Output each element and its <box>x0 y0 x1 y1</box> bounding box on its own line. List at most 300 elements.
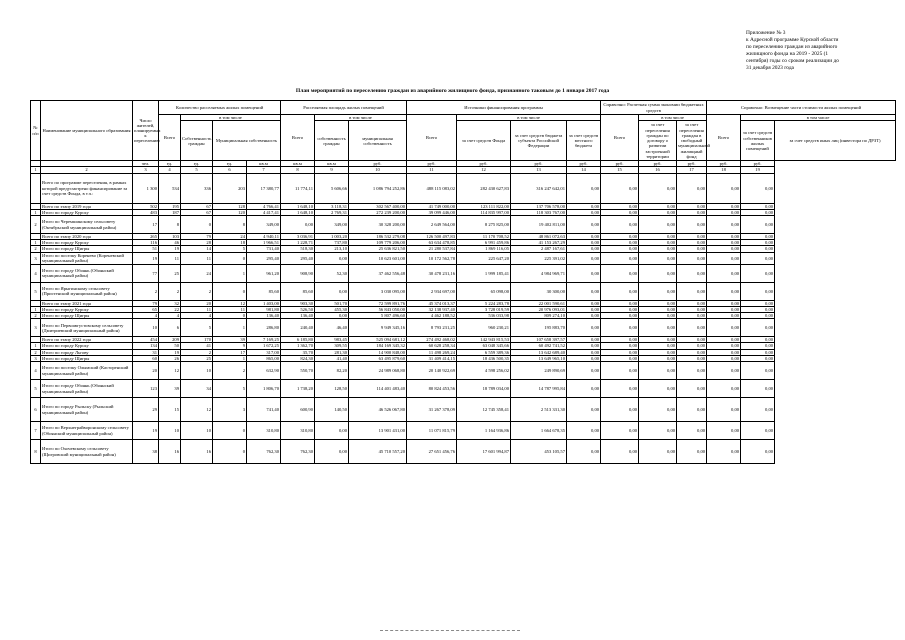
value-cell: 0,00 <box>741 319 775 337</box>
value-cell: 286,80 <box>247 319 281 337</box>
value-cell: 32 <box>159 300 181 306</box>
value-cell: 6 185,80 <box>281 337 315 343</box>
value-cell: 0,00 <box>315 422 349 440</box>
value-cell: 0,00 <box>639 440 677 464</box>
value-cell: 0,00 <box>567 440 601 464</box>
value-cell: 0,00 <box>281 216 315 234</box>
value-cell: 19 402 811,00 <box>511 216 567 234</box>
value-cell: 11 498 269,24 <box>407 349 457 355</box>
value-cell: 10 623 601,00 <box>349 252 407 264</box>
value-cell: 3 728 019,59 <box>457 306 511 312</box>
column-number-cell: 14 <box>567 167 601 173</box>
value-cell: 2 649 564,00 <box>407 216 457 234</box>
value-cell: 0,00 <box>707 209 741 215</box>
value-cell: 134 <box>133 343 159 349</box>
value-cell: 0,00 <box>741 252 775 264</box>
header-area-incl: в том числе <box>315 115 407 121</box>
table-row <box>31 398 896 422</box>
page-bottom-edge <box>380 630 520 632</box>
value-cell: 0,00 <box>707 173 741 203</box>
row-number-cell: 6 <box>31 398 41 422</box>
value-cell: 0,00 <box>639 337 677 343</box>
value-cell: 24 <box>181 264 213 282</box>
appendix-line: жилищного фонда на 2019 - 2025 (1 <box>746 51 829 57</box>
value-cell: 18 436 500,35 <box>457 355 511 361</box>
value-cell: 51 <box>133 246 159 252</box>
value-cell: 0,00 <box>677 240 707 246</box>
value-cell: 28 <box>181 240 213 246</box>
value-cell: 12 <box>159 362 181 380</box>
column-number-cell: 8 <box>281 167 315 173</box>
header-rooms-total: Всего <box>159 115 181 161</box>
value-cell: 0,00 <box>567 240 601 246</box>
appendix-line: сентября) годы со сроком реализации до <box>746 58 839 64</box>
value-cell: 0,00 <box>601 306 639 312</box>
header-municipality: Наименование муниципального образования <box>41 101 133 161</box>
value-cell: 0,00 <box>677 203 707 209</box>
value-cell: 5 224 283,78 <box>457 300 511 306</box>
value-cell: 0,00 <box>741 306 775 312</box>
value-cell: 11 <box>159 252 181 264</box>
value-cell: 0,00 <box>741 362 775 380</box>
value-cell: 22 <box>159 306 181 312</box>
value-cell: 21 280 537,84 <box>407 246 457 252</box>
value-cell: 46 <box>159 240 181 246</box>
value-cell: 6 991 459,86 <box>457 240 511 246</box>
value-cell: 0,00 <box>677 398 707 422</box>
municipality-cell: Всего по программе переселения, в рамках которой предусмотрено финансирование за счет средств Фонда, в т.ч.: <box>41 173 133 203</box>
value-cell: 0,00 <box>567 306 601 312</box>
value-cell: 0,00 <box>707 306 741 312</box>
value-cell: 39 <box>213 337 247 343</box>
value-cell: 525 094 681,12 <box>349 337 407 343</box>
value-cell: 1 966,51 <box>247 240 281 246</box>
value-cell: 2 513 331,30 <box>511 398 567 422</box>
value-cell: 25 <box>159 264 181 282</box>
value-cell: 0,00 <box>639 216 677 234</box>
value-cell: 137 706 578,00 <box>511 203 567 209</box>
value-cell: 0,00 <box>639 355 677 361</box>
value-cell: 8 275 825,00 <box>457 216 511 234</box>
value-cell: 0,00 <box>601 203 639 209</box>
row-number-cell: 3 <box>31 252 41 264</box>
value-cell: 19 <box>133 252 159 264</box>
value-cell: 1 086 794 252,86 <box>349 173 407 203</box>
table-row <box>31 264 896 282</box>
row-number-cell <box>31 173 41 203</box>
value-cell: 0,00 <box>601 282 639 300</box>
value-cell: 1 806,70 <box>247 380 281 398</box>
header-number: № п/п <box>31 101 41 161</box>
value-cell: 0,00 <box>707 216 741 234</box>
column-number-cell: 7 <box>247 167 281 173</box>
column-number-cell: 17 <box>677 167 707 173</box>
header-funding-fund: за счет средств Фонда <box>457 121 511 161</box>
value-cell: 186 532 279,08 <box>349 234 407 240</box>
value-cell: 17 380,77 <box>247 173 281 203</box>
value-cell: 0,00 <box>707 264 741 282</box>
municipality-cell: Всего по этапу 2020 года <box>41 234 133 240</box>
value-cell: 0,00 <box>315 313 349 319</box>
unit-cell: кв.м <box>315 161 349 167</box>
value-cell: 30 478 231,16 <box>407 264 457 282</box>
value-cell: 265 <box>133 234 159 240</box>
value-cell: 6 <box>159 319 181 337</box>
value-cell: 0,00 <box>677 380 707 398</box>
value-cell: 10 <box>133 319 159 337</box>
value-cell: 0,00 <box>601 240 639 246</box>
value-cell: 1 738,20 <box>281 380 315 398</box>
value-cell: 731,40 <box>247 246 281 252</box>
value-cell: 3 036,91 <box>281 234 315 240</box>
value-cell: 20 <box>133 362 159 380</box>
value-cell: 11 170 708,52 <box>457 234 511 240</box>
value-cell: 225 391,02 <box>511 252 567 264</box>
value-cell: 0,00 <box>741 313 775 319</box>
value-cell: 63 634 478,85 <box>407 240 457 246</box>
value-cell: 0,00 <box>639 203 677 209</box>
value-cell: 0,00 <box>707 252 741 264</box>
value-cell: 45 374 013,37 <box>407 300 457 306</box>
value-cell: 4 940,11 <box>247 234 281 240</box>
row-number-cell: 3 <box>31 355 41 361</box>
value-cell: 19 <box>133 422 159 440</box>
value-cell: 63 495 879,60 <box>349 355 407 361</box>
value-cell: 16 <box>159 440 181 464</box>
value-cell: 11 774,11 <box>281 173 315 203</box>
value-cell: 0,00 <box>707 337 741 343</box>
value-cell: 8 <box>159 216 181 234</box>
value-cell: 11 <box>181 306 213 312</box>
value-cell: 0,00 <box>567 319 601 337</box>
appendix-line: по переселению граждан из аварийного <box>746 44 838 50</box>
value-cell: 0 <box>213 313 247 319</box>
value-cell: 0,00 <box>677 173 707 203</box>
value-cell: 2 487 167,61 <box>511 246 567 252</box>
value-cell: 13 642 689,40 <box>511 349 567 355</box>
table-row <box>31 422 896 440</box>
value-cell: 114 835 997,00 <box>457 209 511 215</box>
value-cell: 1 <box>213 319 247 337</box>
value-cell: 15 <box>159 398 181 422</box>
value-cell: 203 <box>213 173 247 203</box>
value-cell: 170 <box>181 337 213 343</box>
value-cell: 0,00 <box>315 282 349 300</box>
row-number-cell: 2 <box>31 216 41 234</box>
value-cell: 10 <box>181 362 213 380</box>
value-cell: 281,30 <box>315 349 349 355</box>
value-cell: 114 401 483,40 <box>349 380 407 398</box>
value-cell: 0,00 <box>677 209 707 215</box>
header-savings-municipal-fund: за счет переселения граждан в свободный муниципальный жилищный фонд <box>678 122 711 159</box>
value-cell: 116 <box>133 240 159 246</box>
value-cell: 0,00 <box>601 264 639 282</box>
value-cell: 0,00 <box>677 300 707 306</box>
value-cell: 0,00 <box>639 380 677 398</box>
unit-cell: руб. <box>457 161 511 167</box>
value-cell: 128,50 <box>315 380 349 398</box>
value-cell: 0,00 <box>601 337 639 343</box>
municipality-cell: Всего по этапу 2022 года <box>41 337 133 343</box>
value-cell: 501,70 <box>315 300 349 306</box>
value-cell: 2 <box>181 282 213 300</box>
value-cell: 4 598 256,02 <box>457 362 511 380</box>
value-cell: 4 766,41 <box>247 203 281 209</box>
value-cell: 0,00 <box>639 246 677 252</box>
value-cell: 31 409 414,15 <box>407 355 457 361</box>
value-cell: 82,20 <box>315 362 349 380</box>
unit-cell: ед. <box>181 161 213 167</box>
unit-cell: руб. <box>741 161 775 167</box>
value-cell: 0,00 <box>639 240 677 246</box>
value-cell: 0,00 <box>601 398 639 422</box>
value-cell: 737,80 <box>315 240 349 246</box>
value-cell: 0,00 <box>707 343 741 349</box>
municipality-cell: Всего по этапу 2021 года <box>41 300 133 306</box>
value-cell: 5 807 496,60 <box>349 313 407 319</box>
municipality-cell: Итого по поселку Олымский (Касторенский муниципальный район) <box>41 362 133 380</box>
value-cell: 14 787 995,84 <box>511 380 567 398</box>
value-cell: 38 <box>133 440 159 464</box>
value-cell: 77 <box>133 264 159 282</box>
value-cell: 0 <box>213 440 247 464</box>
value-cell: 142 943 815,53 <box>457 337 511 343</box>
table-row <box>31 173 896 203</box>
value-cell: 41 <box>181 343 213 349</box>
value-cell: 1 362,70 <box>281 343 315 349</box>
value-cell: 2 769,31 <box>315 209 349 215</box>
row-number-cell: 3 <box>31 319 41 337</box>
value-cell: 195 883,70 <box>511 319 567 337</box>
value-cell: 17 601 994,87 <box>457 440 511 464</box>
value-cell: 2 <box>133 282 159 300</box>
value-cell: 4 417,41 <box>247 209 281 215</box>
value-cell: 0,00 <box>567 422 601 440</box>
unit-cell: чел. <box>133 161 159 167</box>
value-cell: 0,00 <box>601 349 639 355</box>
header-rooms-municipal: Муниципальная собственность <box>213 121 281 161</box>
column-number-cell: 6 <box>213 167 247 173</box>
value-cell: 0,00 <box>639 252 677 264</box>
unit-cell: руб. <box>639 161 677 167</box>
municipality-cell: Итого по городу Щигры <box>41 246 133 252</box>
value-cell: 0 <box>181 216 213 234</box>
row-number-cell: 2 <box>31 313 41 319</box>
value-cell: 12 <box>181 398 213 422</box>
column-number-cell: 13 <box>511 167 567 173</box>
value-cell: 39 099 446,00 <box>407 209 457 215</box>
plan-table-container <box>30 100 896 464</box>
value-cell: 0,00 <box>741 343 775 349</box>
value-cell: 11 <box>181 252 213 264</box>
value-cell: 120 <box>213 209 247 215</box>
value-cell: 56 843 050,00 <box>349 306 407 312</box>
municipality-cell: Итого по городу Льгову <box>41 349 133 355</box>
value-cell: 4 984 969,71 <box>511 264 567 282</box>
value-cell: 17 <box>213 349 247 355</box>
value-cell: 109 779 206,00 <box>349 240 407 246</box>
value-cell: 10 <box>181 422 213 440</box>
header-compensation-investors: за счет средств иных лиц (инвестора по ДРЗТ) <box>775 121 896 161</box>
value-cell: 4 462 188,52 <box>407 313 457 319</box>
value-cell: 45 710 557,20 <box>349 440 407 464</box>
value-cell: 0,00 <box>567 246 601 252</box>
value-cell: 18 <box>213 240 247 246</box>
value-cell: 48 861 072,63 <box>511 234 567 240</box>
row-number-cell: 1 <box>31 343 41 349</box>
value-cell: 0,00 <box>707 349 741 355</box>
value-cell: 0,00 <box>741 209 775 215</box>
value-cell: 309,55 <box>315 343 349 349</box>
value-cell: 1 869 116,05 <box>457 246 511 252</box>
value-cell: 0,00 <box>601 313 639 319</box>
value-cell: 13 649 965,10 <box>511 355 567 361</box>
value-cell: 1 164 936,86 <box>457 422 511 440</box>
value-cell: 0,00 <box>741 300 775 306</box>
value-cell: 126 500 497,83 <box>407 234 457 240</box>
value-cell: 0,00 <box>741 264 775 282</box>
unit-cell: руб. <box>601 161 639 167</box>
value-cell: 50 <box>159 343 181 349</box>
value-cell: 1 999 185,41 <box>457 264 511 282</box>
value-cell: 0,00 <box>639 398 677 422</box>
value-cell: 1 <box>213 264 247 282</box>
value-cell: 249 890,69 <box>511 362 567 380</box>
value-cell: 0,00 <box>741 337 775 343</box>
unit-cell: ед. <box>159 161 181 167</box>
value-cell: 60 628 258,34 <box>407 343 457 349</box>
value-cell: 0,00 <box>677 362 707 380</box>
value-cell: 0,00 <box>707 313 741 319</box>
header-rooms-group: Количество расселяемых жилых помещений <box>159 101 281 115</box>
value-cell: 195 <box>159 203 181 209</box>
value-cell: 4 <box>159 313 181 319</box>
table-row <box>31 216 896 234</box>
column-number-cell: 4 <box>159 167 181 173</box>
value-cell: 0 <box>213 282 247 300</box>
value-cell: 0,00 <box>639 319 677 337</box>
value-cell: 24 989 068,80 <box>349 362 407 380</box>
column-number-cell: 10 <box>349 167 407 173</box>
appendix-line: 31 декабря 2023 года <box>746 65 794 71</box>
header-funding-region: за счет средств бюджета субъекта Российской Федерации <box>511 121 567 161</box>
value-cell: 0,00 <box>741 440 775 464</box>
value-cell: 0,00 <box>601 246 639 252</box>
value-cell: 0,00 <box>741 398 775 422</box>
value-cell: 26 <box>159 355 181 361</box>
value-cell: 550,70 <box>281 362 315 380</box>
unit-cell: руб. <box>407 161 457 167</box>
value-cell: 41 749 000,00 <box>407 203 457 209</box>
value-cell: 41 153 267,29 <box>511 240 567 246</box>
header-rooms-citizen: Собственность граждан <box>181 121 213 161</box>
value-cell: 52,30 <box>315 264 349 282</box>
value-cell: 0,00 <box>741 422 775 440</box>
value-cell: 0,00 <box>639 300 677 306</box>
value-cell: 0,00 <box>567 343 601 349</box>
value-cell: 453 105,57 <box>511 440 567 464</box>
value-cell: 0,00 <box>567 282 601 300</box>
value-cell: 0,00 <box>601 319 639 337</box>
value-cell: 295,40 <box>281 252 315 264</box>
row-number-cell: 5 <box>31 380 41 398</box>
column-number-cell: 1 <box>31 167 41 173</box>
value-cell: 22 001 590,61 <box>511 300 567 306</box>
value-cell: 0,00 <box>567 355 601 361</box>
value-cell: 60 <box>133 355 159 361</box>
value-cell: 0,00 <box>567 209 601 215</box>
value-cell: 29 <box>133 398 159 422</box>
unit-cell: кв.м <box>281 161 315 167</box>
header-funding-group: Источники финансирования программы <box>407 101 601 115</box>
value-cell: 0,00 <box>707 319 741 337</box>
value-cell: 11 071 815,79 <box>407 422 457 440</box>
value-cell: 0,00 <box>639 264 677 282</box>
header-funding-incl: в том числе <box>457 115 601 121</box>
value-cell: 282 430 627,83 <box>457 173 511 203</box>
value-cell: 0,00 <box>601 173 639 203</box>
value-cell: 981,80 <box>247 306 281 312</box>
value-cell: 0,00 <box>677 216 707 234</box>
value-cell: 0,00 <box>567 234 601 240</box>
column-number-cell: 19 <box>741 167 775 173</box>
value-cell: 85,60 <box>281 282 315 300</box>
table-row <box>31 252 896 264</box>
value-cell: 9 949 345,16 <box>349 319 407 337</box>
value-cell: 9 <box>213 343 247 349</box>
value-cell: 0,00 <box>567 203 601 209</box>
municipality-cell: Итого по городу Курску <box>41 343 133 349</box>
value-cell: 85,60 <box>247 282 281 300</box>
value-cell: 960 230,21 <box>457 319 511 337</box>
value-cell: 187 <box>159 209 181 215</box>
header-area-group: Расселяемая площадь жилых помещений <box>281 101 407 115</box>
table-row <box>31 380 896 398</box>
value-cell: 0,00 <box>601 234 639 240</box>
value-cell: 0,00 <box>639 422 677 440</box>
value-cell: 0,00 <box>567 313 601 319</box>
value-cell: 865,00 <box>247 355 281 361</box>
value-cell: 0,00 <box>707 246 741 252</box>
value-cell: 46,40 <box>315 319 349 337</box>
row-number-cell: 1 <box>31 209 41 215</box>
value-cell: 0,00 <box>707 440 741 464</box>
value-cell: 0,00 <box>601 252 639 264</box>
value-cell: 0,00 <box>567 252 601 264</box>
municipality-cell: Итого по Охочевскому сельсовету (Щигровский муниципальный район) <box>41 440 133 464</box>
header-compensation-group: Справочно: Возмещение части стоимости жилых помещений <box>707 101 896 115</box>
table-row <box>31 440 896 464</box>
value-cell: 762,30 <box>281 440 315 464</box>
value-cell: 24 <box>213 234 247 240</box>
value-cell: 8 793 231,25 <box>407 319 457 337</box>
value-cell: 0 <box>213 422 247 440</box>
value-cell: 103 <box>159 234 181 240</box>
municipality-cell: Итого по городу Курску <box>41 240 133 246</box>
value-cell: 31 <box>133 349 159 355</box>
value-cell: 526,50 <box>281 306 315 312</box>
header-compensation-total: Всего <box>707 115 741 161</box>
value-cell: 0,00 <box>639 362 677 380</box>
value-cell: 1 228,71 <box>281 240 315 246</box>
header-area-total: Всего <box>281 115 315 161</box>
value-cell: 118 303 767,00 <box>511 209 567 215</box>
value-cell: 0,00 <box>567 349 601 355</box>
value-cell: 19 <box>159 246 181 252</box>
value-cell: 79 <box>181 234 213 240</box>
unit-cell: руб. <box>511 161 567 167</box>
value-cell: 5 <box>213 246 247 252</box>
